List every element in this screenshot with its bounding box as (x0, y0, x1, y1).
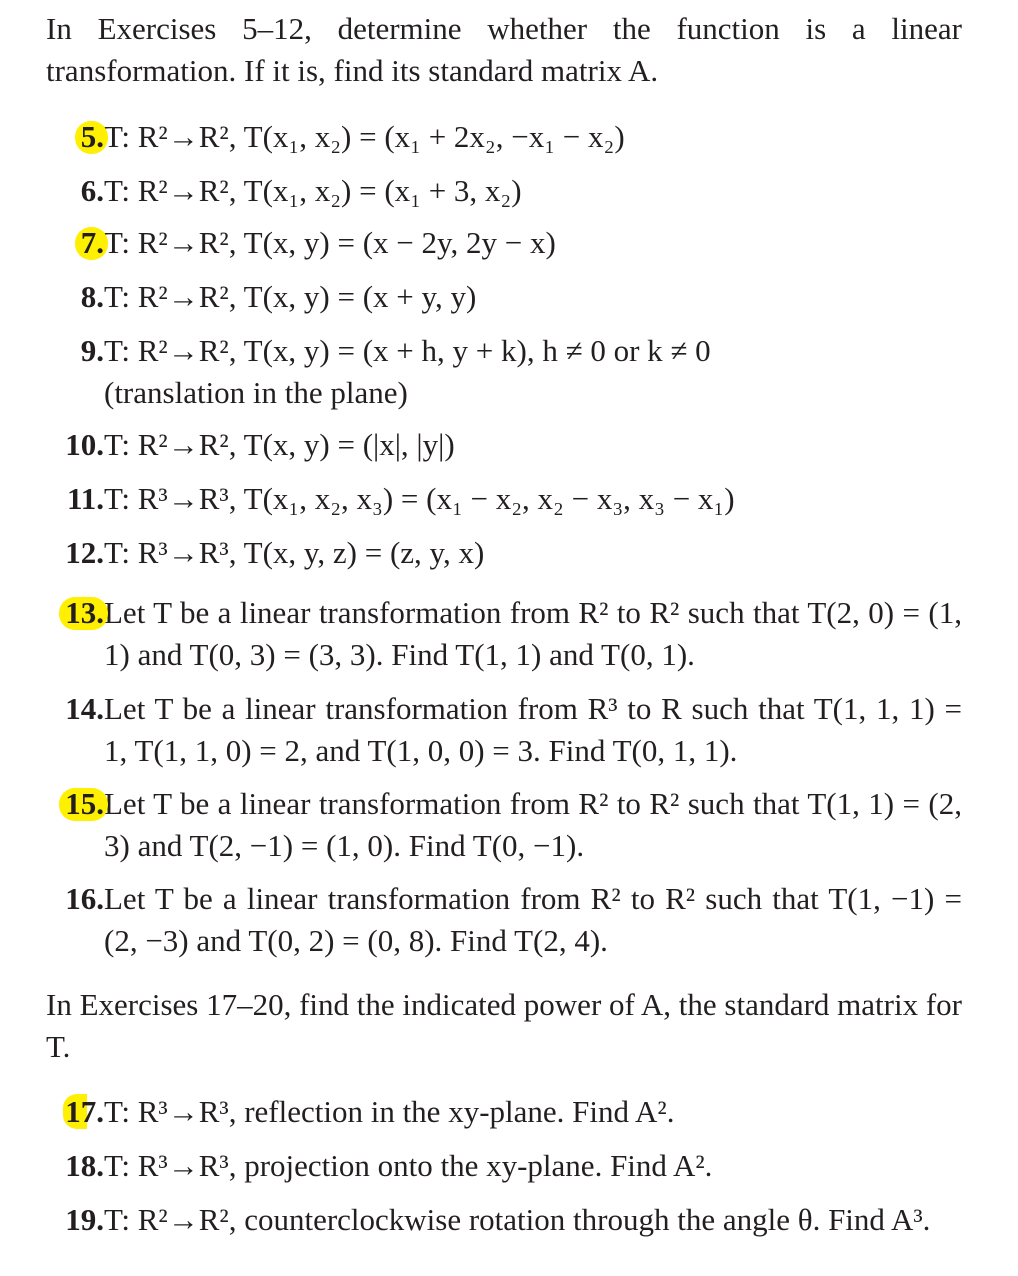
exercise-text: T: R²→R², T(x₁, x₂) = (x₁ + 2x₂, −x₁ − x₂) (104, 119, 625, 154)
exercise-10 (46, 424, 962, 466)
exercise-12 (46, 532, 962, 574)
exercise-text: T: R²→R², T(x, y) = (|x|, |y|) (104, 427, 455, 462)
exercise-9 (46, 330, 846, 414)
exercise-text: Let T be a linear transformation from R² to R² such that T(1, −1) = (2, −3) and T(0, 2) = (0, 8). Find T(2, 4). (104, 881, 962, 958)
exercise-text: T: R³→R³, projection onto the xy-plane. Find A². (104, 1148, 713, 1183)
exercise-text: Let T be a linear transformation from R³ to R such that T(1, 1, 1) = 1, T(1, 1, 0) = 2, and T(1, 0, 0) = 3. Find T(0, 1, 1). (104, 691, 962, 768)
exercise-text: T: R²→R², T(x₁, x₂) = (x₁ + 3, x₂) (104, 173, 522, 208)
exercise-number: 14. (65, 691, 104, 726)
exercise-13 (46, 592, 962, 676)
exercise-number: 5. (80, 119, 104, 154)
exercise-15 (46, 783, 962, 867)
intro-exercises-17-20: In Exercises 17–20, find the indicated power of A, the standard matrix for T. (46, 987, 962, 1064)
exercise-text: Let T be a linear transformation from R² to R² such that T(2, 0) = (1, 1) and T(0, 3) = (3, 3). Find T(1, 1) and T(0, 1). (104, 595, 962, 672)
exercise-number: 6. (80, 173, 104, 208)
exercise-11 (46, 478, 962, 520)
exercise-text: T: R²→R², counterclockwise rotation through the angle θ. Find A³. (104, 1202, 931, 1237)
exercise-text: T: R³→R³, reflection in the xy-plane. Find A². (104, 1094, 675, 1129)
exercise-19 (46, 1199, 962, 1241)
exercise-17 (46, 1091, 962, 1133)
exercise-16 (46, 878, 962, 962)
intro-exercises-5-12: In Exercises 5–12, determine whether the function is a linear transformation. If it is, find its standard matrix A. (46, 11, 962, 88)
exercise-text: T: R³→R³, T(x, y, z) = (z, y, x) (104, 535, 485, 570)
exercise-number: 10. (65, 427, 104, 462)
exercise-number: 9. (80, 333, 104, 368)
exercise-number: 12. (65, 535, 104, 570)
exercise-number: 18. (65, 1148, 104, 1183)
exercise-number: 16. (65, 881, 104, 916)
exercise-18 (46, 1145, 962, 1187)
exercise-6 (46, 170, 962, 212)
exercise-number: 8. (80, 279, 104, 314)
exercise-number: 15. (65, 786, 104, 821)
exercise-text: T: R³→R³, T(x₁, x₂, x₃) = (x₁ − x₂, x₂ − x₃, x₃ − x₁) (104, 481, 735, 516)
exercise-number: 17. (65, 1094, 104, 1129)
exercise-8 (46, 276, 962, 318)
exercise-number: 13. (65, 595, 104, 630)
exercise-5 (46, 116, 962, 158)
exercise-7 (46, 222, 962, 264)
exercise-text: Let T be a linear transformation from R² to R² such that T(1, 1) = (2, 3) and T(2, −1) = (1, 0). Find T(0, −1). (104, 786, 962, 863)
exercise-text: T: R²→R², T(x, y) = (x + y, y) (104, 279, 477, 314)
exercise-number: 7. (80, 225, 104, 260)
exercise-number: 11. (66, 481, 104, 516)
exercise-text: T: R²→R², T(x, y) = (x + h, y + k), h ≠ 0 or k ≠ 0 (translation in the plane) (104, 333, 711, 410)
exercise-14 (46, 688, 962, 772)
exercise-text: T: R²→R², T(x, y) = (x − 2y, 2y − x) (104, 225, 556, 260)
exercise-number: 19. (65, 1202, 104, 1237)
